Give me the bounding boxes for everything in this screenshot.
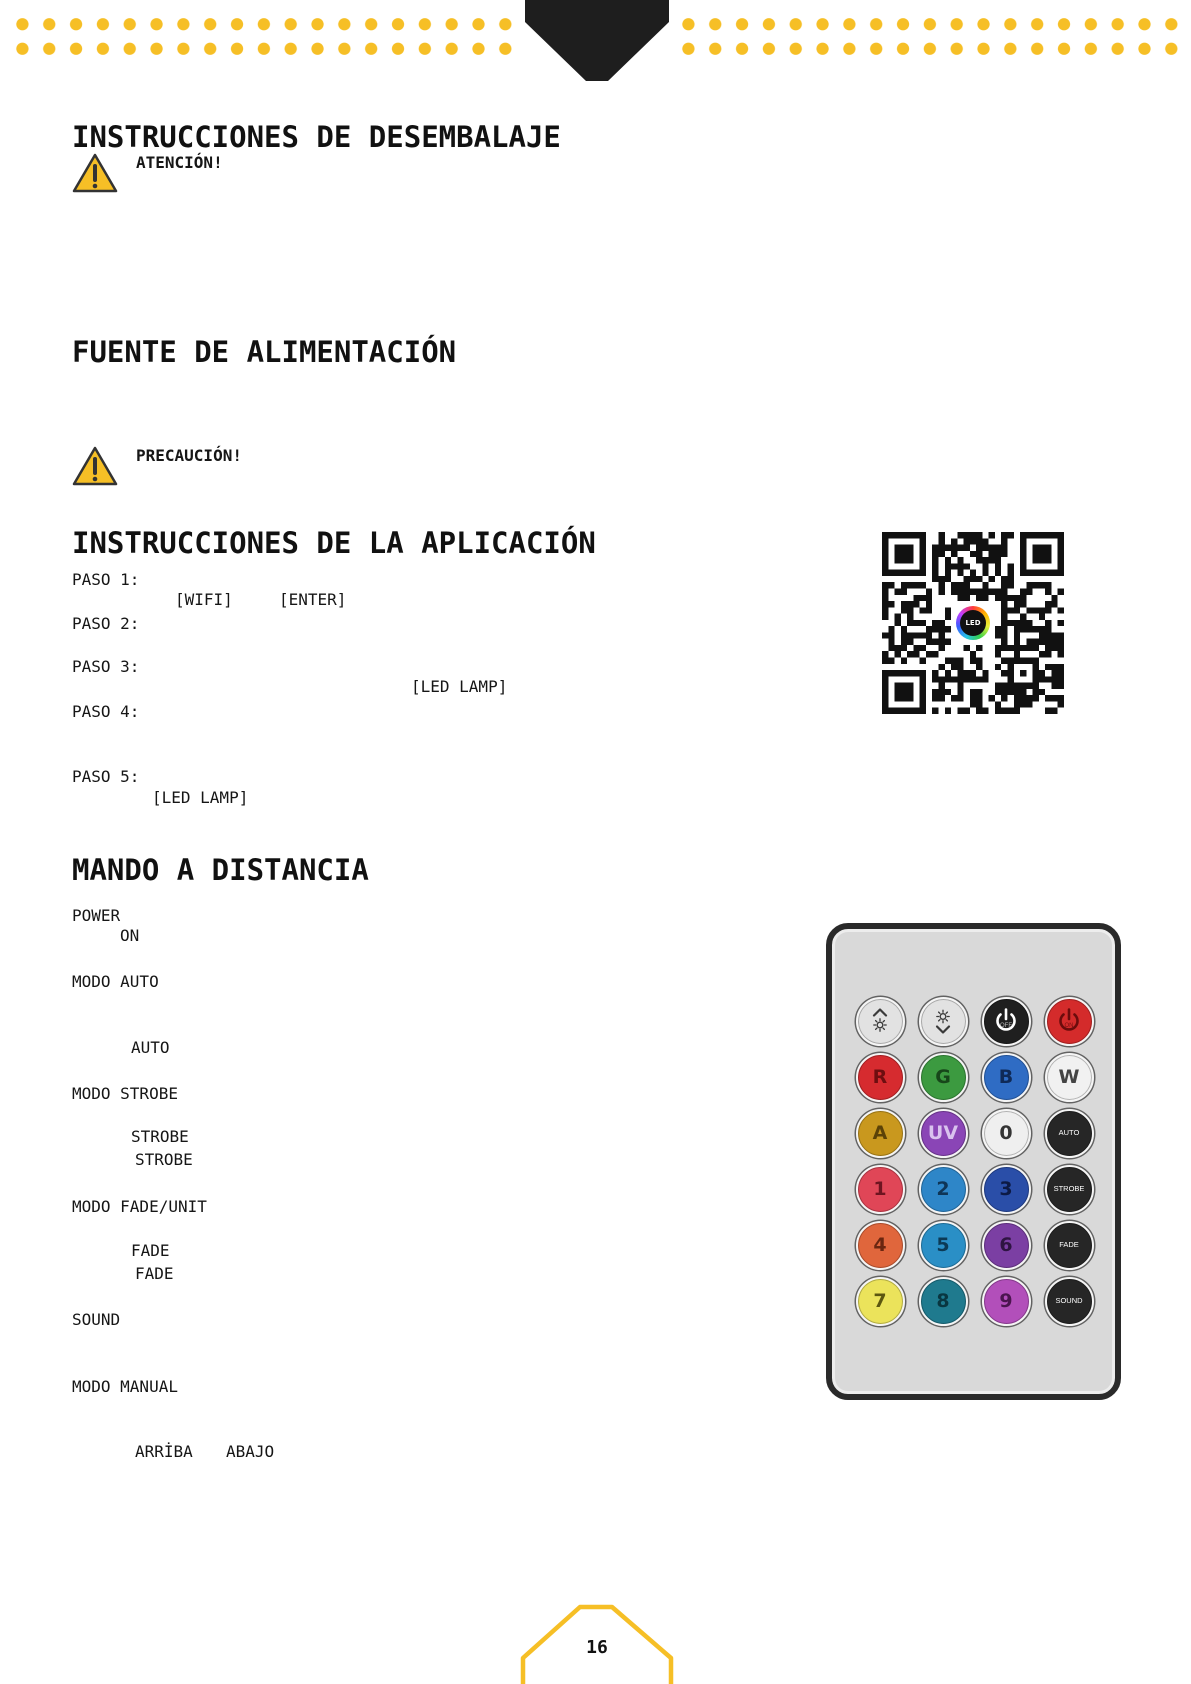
- zero-label: 0: [999, 1121, 1013, 1144]
- mode-manual-label: MODO MANUAL: [72, 1377, 178, 1396]
- eight-label: 8: [936, 1289, 950, 1312]
- page-number: 16: [586, 1637, 608, 1658]
- sound-button: [1045, 1277, 1094, 1326]
- warning-icon: [72, 152, 118, 194]
- step-3-led-lamp-key: [LED LAMP]: [411, 677, 508, 696]
- fade-button: [1045, 1221, 1094, 1270]
- app-heading: INSTRUCCIONES DE LA APLICACIÓN: [72, 526, 596, 560]
- amber-label: A: [872, 1121, 888, 1144]
- seven-button: [856, 1277, 905, 1326]
- brightness-down-button: [919, 997, 968, 1046]
- nine-button: [982, 1277, 1031, 1326]
- red-label: R: [872, 1065, 888, 1088]
- remote-heading: MANDO A DISTANCIA: [72, 853, 369, 887]
- blue-label: B: [998, 1065, 1014, 1088]
- mode-fade-keyword-1: FADE: [131, 1241, 170, 1260]
- power-off-button: [982, 997, 1031, 1046]
- strobe-button: [1045, 1165, 1094, 1214]
- uv-button: [919, 1109, 968, 1158]
- mode-power-label: POWER: [72, 906, 121, 925]
- nine-label: 9: [999, 1289, 1013, 1312]
- mode-strobe-keyword-2: STROBE: [135, 1150, 193, 1169]
- step-1-enter-key: [ENTER]: [279, 590, 347, 609]
- led-app-logo: [956, 606, 990, 640]
- two-button: [919, 1165, 968, 1214]
- power-icon: [1054, 1006, 1084, 1036]
- power-on-button: [1045, 997, 1094, 1046]
- step-2-label: PASO 2:: [72, 614, 140, 633]
- uv-label: UV: [927, 1121, 959, 1144]
- eight-button: [919, 1277, 968, 1326]
- sound-label: SOUND: [1055, 1296, 1083, 1305]
- brightness-up-icon: [865, 1006, 895, 1036]
- two-label: 2: [936, 1177, 950, 1200]
- power-on-label: ON: [1064, 1023, 1074, 1029]
- fade-label: FADE: [1059, 1240, 1079, 1249]
- amber-button: [856, 1109, 905, 1158]
- header-dot-pattern-left: [9, 12, 519, 61]
- green-label: G: [935, 1065, 951, 1088]
- header-tab-shape: [520, 0, 675, 85]
- mode-auto-keyword: AUTO: [131, 1038, 170, 1057]
- mode-fade-label: MODO FADE/UNIT: [72, 1197, 207, 1216]
- step-5-led-lamp-key: [LED LAMP]: [152, 788, 249, 807]
- seven-label: 7: [873, 1289, 887, 1312]
- mode-strobe-keyword-1: STROBE: [131, 1127, 189, 1146]
- zero-button: [982, 1109, 1031, 1158]
- four-button: [856, 1221, 905, 1270]
- five-button: [919, 1221, 968, 1270]
- attention-label: ATENCIÓN!: [136, 153, 223, 172]
- one-label: 1: [873, 1177, 887, 1200]
- mode-power-on-keyword: ON: [120, 926, 140, 945]
- power-icon: [991, 1006, 1021, 1036]
- auto-label: AUTO: [1058, 1128, 1080, 1137]
- auto-button: [1045, 1109, 1094, 1158]
- red-button: [856, 1053, 905, 1102]
- remote-control: [826, 923, 1121, 1400]
- caution-icon: [72, 445, 118, 487]
- six-button: [982, 1221, 1031, 1270]
- step-5-label: PASO 5:: [72, 767, 140, 786]
- strobe-label: STROBE: [1053, 1184, 1085, 1193]
- six-label: 6: [999, 1233, 1013, 1256]
- mode-manual-up-keyword: ARRİBA: [135, 1442, 193, 1461]
- step-3-label: PASO 3:: [72, 657, 140, 676]
- power-off-label: OFF: [1000, 1023, 1012, 1029]
- mode-auto-label: MODO AUTO: [72, 972, 159, 991]
- led-app-logo-text: LED: [960, 610, 986, 636]
- five-label: 5: [936, 1233, 950, 1256]
- remote-button-grid: [856, 997, 1094, 1326]
- step-4-label: PASO 4:: [72, 702, 140, 721]
- step-1-wifi-key: [WIFI]: [175, 590, 233, 609]
- blue-button: [982, 1053, 1031, 1102]
- one-button: [856, 1165, 905, 1214]
- four-label: 4: [873, 1233, 887, 1256]
- mode-sound-label: SOUND: [72, 1310, 121, 1329]
- green-button: [919, 1053, 968, 1102]
- mode-manual-down-keyword: ABAJO: [226, 1442, 275, 1461]
- power-supply-heading: FUENTE DE ALIMENTACIÓN: [72, 335, 457, 369]
- brightness-down-icon: [928, 1006, 958, 1036]
- mode-strobe-label: MODO STROBE: [72, 1084, 178, 1103]
- unpacking-heading: INSTRUCCIONES DE DESEMBALAJE: [72, 120, 561, 154]
- step-1-label: PASO 1:: [72, 570, 140, 589]
- white-button: [1045, 1053, 1094, 1102]
- three-label: 3: [999, 1177, 1013, 1200]
- three-button: [982, 1165, 1031, 1214]
- white-label: W: [1058, 1065, 1080, 1088]
- mode-fade-keyword-2: FADE: [135, 1264, 174, 1283]
- header-dot-pattern-right: [675, 12, 1185, 61]
- brightness-up-button: [856, 997, 905, 1046]
- caution-label: PRECAUCIÓN!: [136, 446, 242, 465]
